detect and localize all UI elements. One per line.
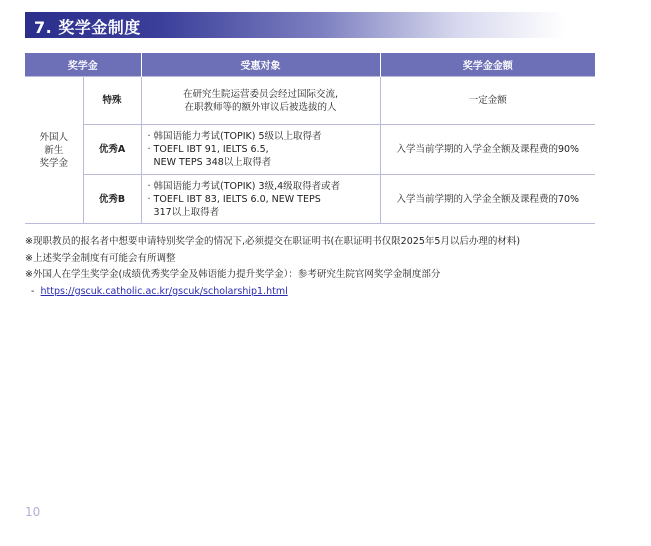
scholarship-link[interactable]: https://gscuk.catholic.ac.kr/gscuk/scholarship1.html [40,285,288,297]
table-header-row [25,53,595,77]
row-amount: 一定金额 [380,77,595,125]
header-amount: 奖学金金额 [380,53,595,77]
group-label-line: 奖学金 [39,157,68,169]
note-line: ※现职教员的报名者中想要申请特别奖学金的情况下,必须提交在职证明书(在职证明书仅限2025年5月以后办理的材料) [25,236,521,247]
note-line: ※外国人在学生奖学金(成绩优秀奖学金及韩语能力提升奖学金）：参考研究生院官网奖学金制度部分 [25,269,441,280]
condition-line: · TOEFL IBT 83, IELTS 6.0, NEW TEPS [147,193,321,205]
link-line [25,284,520,301]
condition-line: NEW TEPS 348以上取得者 [147,157,272,168]
page-number: 10 [25,505,41,519]
note-line: ※上述奖学金制度有可能会有所调整 [25,252,176,264]
section-title: 7. 奖学金制度 [34,18,141,37]
condition-line: · 韩国语能力考试(TOPIK) 3级,4级取得者或者 [147,180,341,192]
row-amount: 入学当前学期的入学金全额及课程费的90% [380,125,595,175]
row-amount: 入学当前学期的入学金全额及课程费的70% [380,175,595,224]
link-prefix: - [25,285,41,297]
section-title-bar [25,12,565,38]
group-label-line: 新生 [44,144,64,156]
row-type: 优秀B [83,175,141,224]
row-type: 特殊 [83,77,141,125]
table-row [25,175,595,224]
table-row [25,125,595,175]
row-conditions [141,125,380,175]
row-conditions [141,77,380,125]
header-beneficiary: 受惠对象 [141,53,380,77]
group-label [25,77,83,224]
row-conditions [141,175,380,224]
condition-line: · TOEFL IBT 91, IELTS 6.5, [147,144,269,155]
condition-line: 在职教师等的额外审议后被选拔的人 [184,101,337,113]
condition-line: · 韩国语能力考试(TOPIK) 5级以上取得者 [147,131,322,142]
scholarship-table [25,53,595,224]
table-row [25,77,595,125]
condition-line: 在研究生院运营委员会经过国际交流, [182,88,339,100]
condition-line: 317以上取得者 [147,206,220,218]
header-scholarship: 奖学金 [25,53,141,77]
row-type: 优秀A [83,125,141,175]
group-label-line: 外国人 [39,131,68,143]
notes-section [25,234,520,300]
